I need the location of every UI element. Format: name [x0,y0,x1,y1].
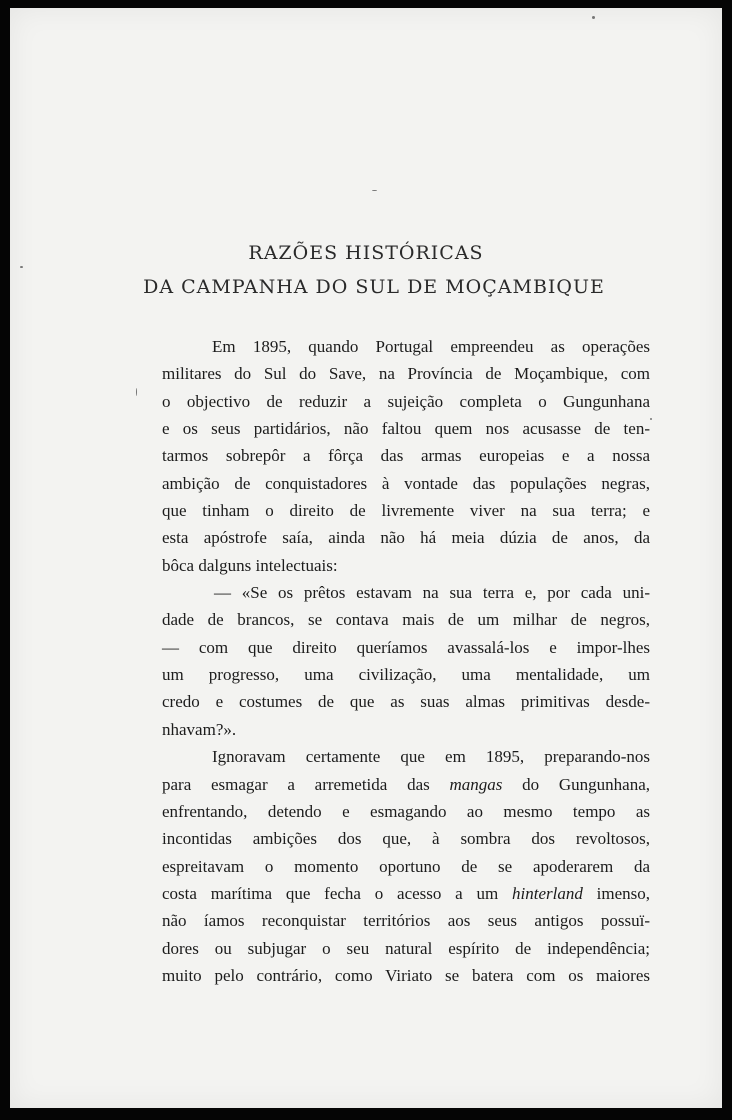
text-line: esta apóstrofe saía, ainda não há meia dúzia de anos, da [162,528,650,548]
text-line: incontidas ambições dos que, à sombra dos revoltosos, [162,829,650,849]
ink-speck [136,388,137,396]
text-line: não íamos reconquistar territórios aos seus antigos possuï- [162,911,650,931]
text-line: tarmos sobrepôr a fôrça das armas europeias e a nossa [162,446,650,466]
italic-term: hinterland [512,883,583,903]
text-segment: do Gungunhana, [522,774,650,794]
text-line: — «Se os prêtos estavam na sua terra e, por cada uni- [214,583,650,603]
text-segment: para esmagar a arremetida das [162,774,430,794]
chapter-title-line-1: RAZÕES HISTÓRICAS [248,242,484,264]
ink-speck [650,418,652,420]
text-line: um progresso, uma civilização, uma mentalidade, um [162,665,650,685]
text-line: dores ou subjugar o seu natural espírito de independência; [162,938,650,958]
text-line: e os seus partidários, não faltou quem nos acusasse de ten- [162,419,650,439]
text-line: nhavam?». [162,719,237,739]
text-line: que tinham o direito de livremente viver na sua terra; e [162,501,650,521]
text-line: ambição de conquistadores à vontade das populações negras, [162,473,650,493]
ink-speck [372,190,377,191]
text-segment: imenso, [596,883,650,903]
italic-term: mangas [449,774,503,794]
text-line: bôca dalguns intelectuais: [162,555,338,575]
ink-speck [20,266,23,268]
text-line: muito pelo contrário, como Viriato se batera com os maiores [162,965,650,985]
book-page [10,8,722,1108]
text-line: o objectivo de reduzir a sujeição completa o Gungunhana [162,391,650,411]
text-segment: costa marítima que fecha o acesso a um [162,883,499,903]
text-line: credo e costumes de que as suas almas primitivas desde- [162,692,650,712]
ink-speck [592,16,595,19]
text-line: dade de brancos, se contava mais de um milhar de negros, [162,610,650,630]
text-line: Em 1895, quando Portugal empreendeu as operações [212,337,650,356]
text-line [162,880,650,907]
text-line: — com que direito queríamos avassalá-los e impor-lhes [162,637,650,657]
body-text [162,333,650,989]
chapter-title-line-2: DA CAMPANHA DO SUL DE MOÇAMBIQUE [143,276,605,298]
text-line: militares do Sul do Save, na Província de Moçambique, com [162,364,650,384]
text-line: espreitavam o momento oportuno de se apoderarem da [162,856,650,876]
text-line: enfrentando, detendo e esmagando ao mesmo tempo as [162,801,650,821]
text-line: Ignoravam certamente que em 1895, preparando-nos [212,747,650,767]
text-line [162,771,650,798]
